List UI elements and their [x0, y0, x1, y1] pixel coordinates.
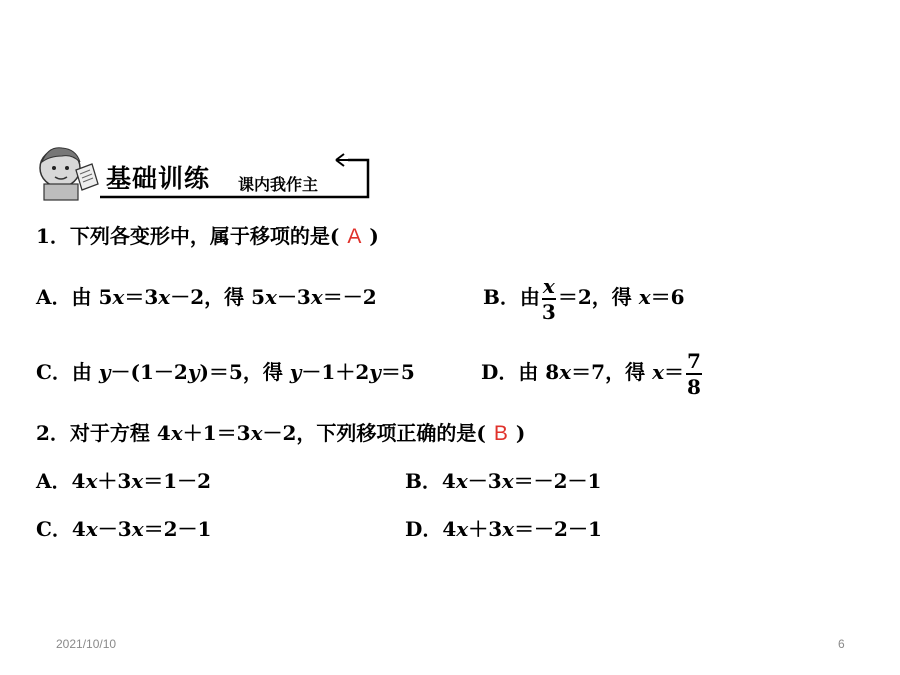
q1-option-b: B．由 $\frac{x}{3}$ ＝2，得 x＝6 [483, 273, 685, 324]
section-banner [30, 140, 380, 202]
q1-option-a: A．由 5x＝3x－2，得 5x－3x＝－2 [36, 285, 377, 309]
fraction-x-over-3: $\frac{x}{3}$ [541, 273, 556, 324]
banner-subtitle: 课内我作主 [238, 175, 319, 194]
page-number: 6 [838, 637, 845, 651]
q2-option-b: B．4x－3x＝－2－1 [405, 469, 602, 493]
question-2-stem: 2．对于方程 4x＋1＝3x－2，下列移项正确的是( B ) [36, 421, 526, 445]
q1-option-c: C．由 y－(1－2y)＝5，得 y－1＋2y＝5 [36, 360, 415, 384]
footer-date: 2021/10/10 [56, 637, 117, 651]
banner-title: 基础训练 [106, 164, 211, 193]
fraction-7-over-8: $\frac{7}{8}$ [687, 348, 701, 399]
q2-option-d: D．4x＋3x＝－2－1 [405, 517, 602, 541]
question-1-answer: A [347, 225, 362, 248]
q2-option-a: A．4x＋3x＝1－2 [36, 469, 212, 493]
q1-option-d: D．由 8x＝7，得 x＝ $\frac{7}{8}$ [481, 348, 701, 399]
question-2-answer: B [493, 422, 508, 445]
question-1-stem: 1．下列各变形中，属于移项的是( A ) [36, 224, 379, 248]
q2-option-c: C．4x－3x＝2－1 [36, 517, 212, 541]
